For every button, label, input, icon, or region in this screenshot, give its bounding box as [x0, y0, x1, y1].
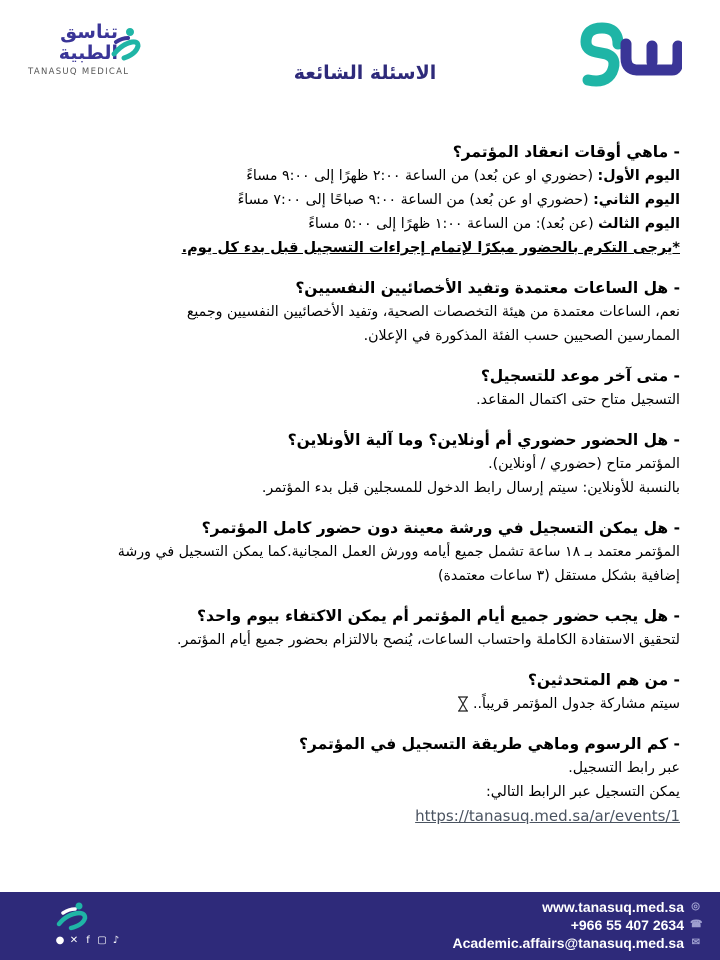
globe-icon: ◎	[691, 901, 700, 912]
faq-answer	[20, 692, 680, 716]
faq-answer: الممارسين الصحيين حسب الفئة المذكورة في الإعلان.	[363, 328, 680, 344]
early-arrival-note	[20, 236, 680, 260]
tiktok-icon[interactable]: ♪	[112, 935, 120, 946]
schedule-day-2	[20, 188, 680, 212]
faq-question: - من هم المتحدثين؟	[527, 671, 680, 689]
faq-answer: عبر رابط التسجيل.	[568, 760, 680, 776]
faq-item	[20, 516, 680, 588]
footer-logo-icon	[55, 900, 91, 932]
conference-logo-icon	[560, 20, 682, 90]
faq-question: - هل يجب حضور جميع أيام المؤتمر أم يمكن الاكتفاء بيوم واحد؟	[197, 607, 680, 625]
faq-answer: بالنسبة للأونلاين: سيتم إرسال رابط الدخول للمسجلين قبل بدء المؤتمر.	[261, 480, 680, 496]
brand-arabic	[28, 22, 118, 64]
schedule-day-text: (حضوري او عن بُعد) من الساعة ٩:٠٠ صباحًا إلى ٧:٠٠ مساءً	[237, 192, 594, 208]
faq-content	[20, 140, 680, 844]
faq-item	[20, 364, 680, 412]
faq-answer-text: سيتم مشاركة جدول المؤتمر قريباً..	[472, 696, 680, 712]
brand-english: TANASUQ MEDICAL	[28, 67, 130, 77]
note-asterisk: *	[672, 240, 680, 256]
faq-item	[20, 428, 680, 500]
phone-icon: ☎	[690, 919, 703, 930]
faq-item	[20, 604, 680, 652]
conference-logo	[560, 20, 682, 94]
note-text: يرجى التكرم بالحضور مبكرًا لإتمام إجراءات التسجيل قبل بدء كل يوم.	[181, 240, 673, 256]
email-text[interactable]: Academic.affairs@tanasuq.med.sa	[452, 935, 684, 951]
schedule-day-label: اليوم الثاني:	[593, 192, 680, 208]
phone-row	[452, 916, 703, 934]
brand-arabic-line2: الطبية	[58, 42, 118, 64]
registration-link[interactable]: https://tanasuq.med.sa/ar/events/1	[415, 807, 680, 825]
hourglass-icon	[457, 696, 469, 712]
faq-question: - هل الساعات معتمدة وتفيد الأخصائيين النفسيين؟	[295, 279, 680, 297]
faq-item	[20, 668, 680, 716]
x-icon[interactable]: ✕	[69, 935, 79, 946]
website-text[interactable]: www.tanasuq.med.sa	[542, 899, 684, 915]
snapchat-icon[interactable]: ●	[55, 935, 65, 946]
faq-question: - هل الحضور حضوري أم أونلاين؟ وما آلية الأونلاين؟	[287, 431, 680, 449]
facebook-icon[interactable]: f	[86, 935, 90, 946]
faq-item	[20, 732, 680, 828]
email-icon: ✉	[691, 937, 700, 948]
faq-question: - كم الرسوم وماهي طريقة التسجيل في المؤتمر؟	[298, 735, 680, 753]
email-row	[452, 934, 700, 952]
schedule-day-3	[20, 212, 680, 236]
faq-question: - متى آخر موعد للتسجيل؟	[480, 367, 680, 385]
footer	[0, 892, 720, 960]
brand-arabic-line1: تناسق	[60, 21, 118, 43]
schedule-day-1	[20, 164, 680, 188]
faq-answer: المؤتمر معتمد بـ ١٨ ساعة تشمل جميع أيامه وورش العمل المجانية.كما يمكن التسجيل في ورشة	[117, 544, 680, 560]
faq-item	[20, 140, 680, 260]
faq-answer: إضافية بشكل مستقل (٣ ساعات معتمدة)	[437, 568, 680, 584]
website-row	[452, 898, 700, 916]
schedule-day-text: (عن بُعد): من الساعة ١:٠٠ ظهرًا إلى ٥:٠٠ مساءً	[308, 216, 599, 232]
phone-text[interactable]: +966 55 407 2634	[570, 917, 684, 933]
schedule-day-text: (حضوري او عن بُعد) من الساعة ٢:٠٠ ظهرًا إلى ٩:٠٠ مساءً	[246, 168, 598, 184]
social-icons	[55, 936, 121, 946]
schedule-day-label: اليوم الثالث	[598, 216, 680, 232]
page-title: الاسئلة الشائعة	[293, 62, 437, 84]
schedule-day-label: اليوم الأول:	[597, 168, 680, 184]
faq-answer: نعم، الساعات معتمدة من هيئة التخصصات الصحية، وتفيد الأخصائيين النفسيين وجميع	[186, 304, 680, 320]
faq-answer: التسجيل متاح حتى اكتمال المقاعد.	[476, 392, 680, 408]
tanasuq-mark-icon	[108, 24, 142, 64]
faq-answer: المؤتمر متاح (حضوري / أونلاين).	[488, 456, 680, 472]
faq-item	[20, 276, 680, 348]
instagram-icon[interactable]: ▢	[97, 935, 107, 946]
faq-answer: لتحقيق الاستفادة الكاملة واحتساب الساعات، يُنصح بالالتزام بحضور جميع أيام المؤتمر.	[177, 632, 680, 648]
header	[0, 0, 720, 110]
contact-info	[452, 898, 703, 952]
faq-answer: يمكن التسجيل عبر الرابط التالي:	[485, 784, 680, 800]
faq-question: - هل يمكن التسجيل في ورشة معينة دون حضور كامل المؤتمر؟	[201, 519, 680, 537]
faq-question: - ماهي أوقات انعقاد المؤتمر؟	[452, 143, 680, 161]
link-row	[20, 804, 680, 828]
